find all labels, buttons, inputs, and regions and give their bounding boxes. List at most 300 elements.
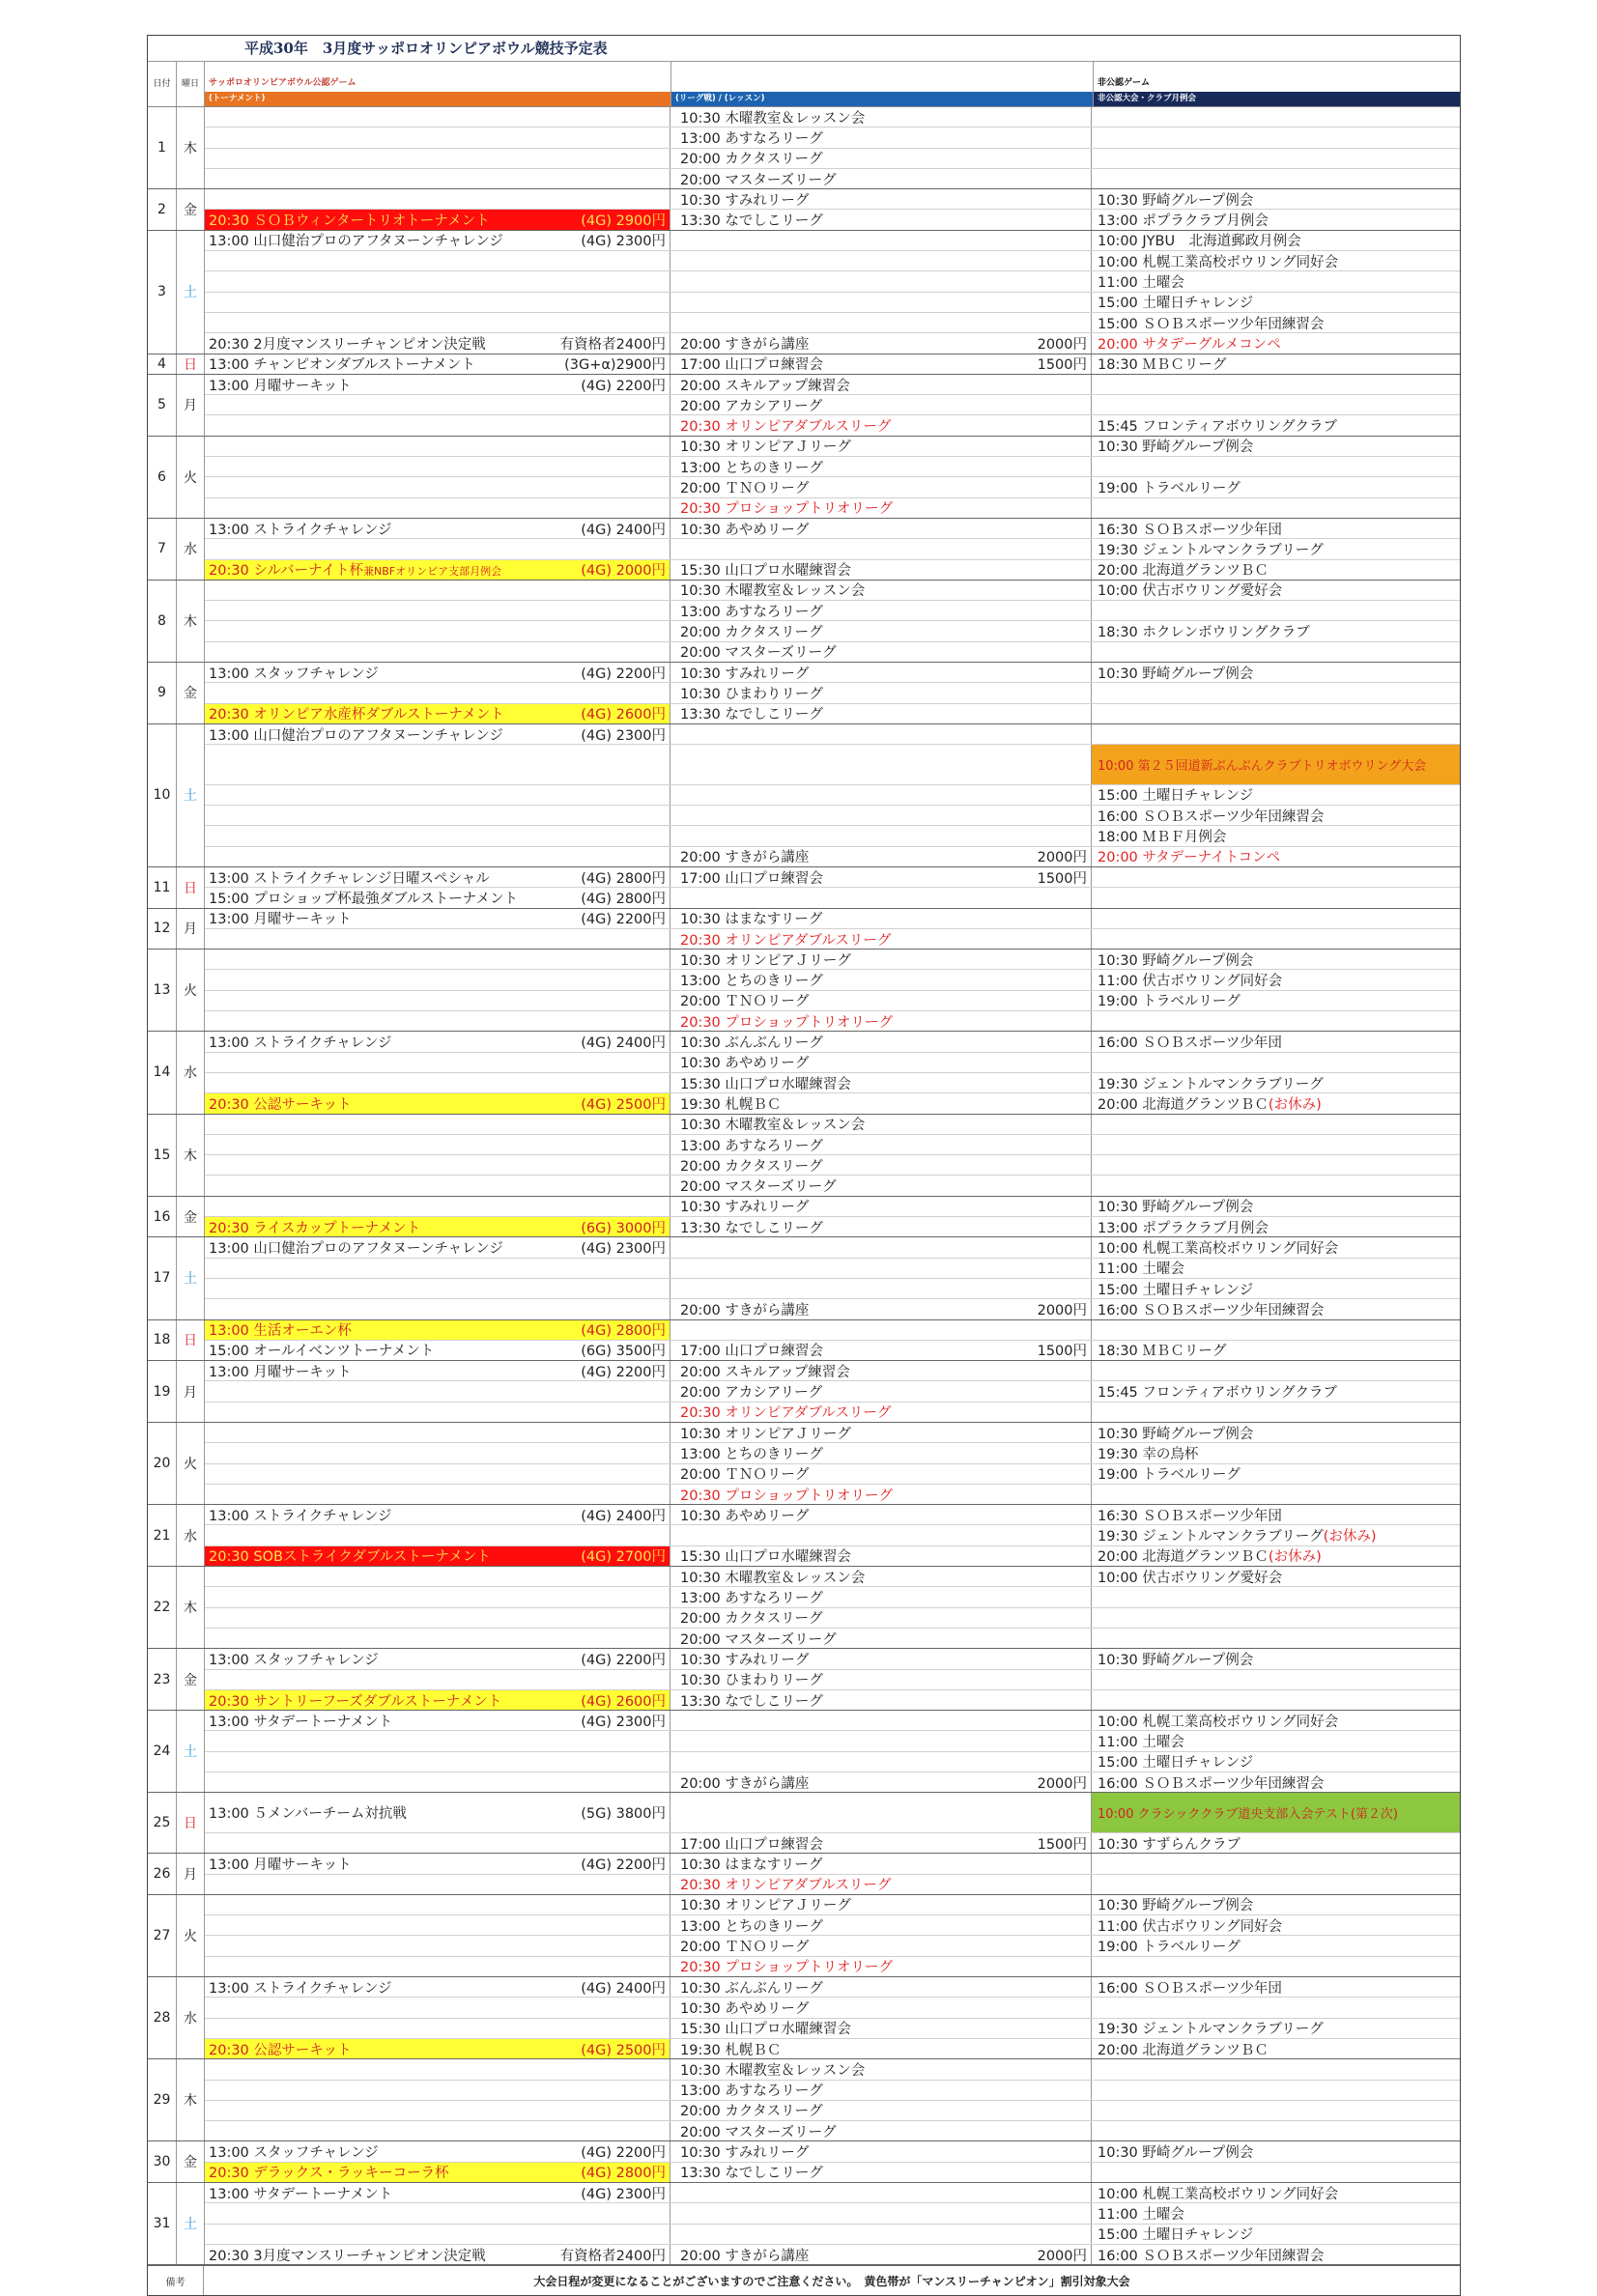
tournament-cell	[205, 1299, 670, 1318]
club-cell	[1092, 210, 1460, 229]
club-event: 20:00 北海道グランツＢＣ	[1098, 563, 1269, 580]
club-cell	[1092, 313, 1460, 332]
league-name: 10:30 オリンピアＪリーグ	[680, 1898, 851, 1914]
day-block	[148, 354, 1460, 375]
league-cell	[670, 189, 1092, 209]
league-name: 10:30 すみれリーグ	[680, 192, 810, 209]
tournament-cell	[205, 1464, 670, 1484]
tournament-cell	[205, 663, 670, 682]
table-row	[205, 1259, 1460, 1279]
club-cell	[1092, 1320, 1460, 1340]
table-row	[205, 107, 1460, 128]
day-rows	[205, 1237, 1460, 1318]
club-event: 16:00 ＳＯＢスポーツ少年団練習会	[1098, 1302, 1325, 1318]
league-name: 10:30 オリンピアＪリーグ	[680, 952, 851, 969]
day-block	[148, 1895, 1460, 1977]
league-cell	[670, 1299, 1092, 1318]
table-footer	[148, 2265, 1460, 2295]
league-name: 20:00 アカシアリーグ	[680, 1385, 823, 1402]
tournament-cell	[205, 2081, 670, 2100]
club-cell	[1092, 1093, 1460, 1113]
league-cell	[670, 231, 1092, 250]
tournament-cell	[205, 457, 670, 476]
club-event: 11:00 土曜会	[1098, 1735, 1184, 1751]
day-block	[148, 437, 1460, 519]
league-cell	[670, 1135, 1092, 1154]
weekday: 水	[177, 519, 205, 580]
club-cell	[1092, 1833, 1460, 1853]
club-status: (お休み)	[1323, 1529, 1377, 1545]
day-number: 21	[148, 1505, 177, 1566]
day-rows	[205, 1711, 1460, 1792]
league-cell	[670, 1320, 1092, 1340]
club-event: 19:00 トラベルリーグ	[1098, 994, 1241, 1010]
tournament-name: 13:00 月曜サーキット	[209, 378, 352, 394]
page-title: 平成30年 3月度サッポロオリンピアボウル競技予定表	[148, 36, 1460, 62]
tournament-name: 13:00 山口健治プロのアフタヌーンチャレンジ	[209, 727, 503, 744]
league-name: 20:00 すきがら講座	[680, 850, 810, 866]
tournament-cell	[205, 1772, 670, 1792]
club-cell	[1092, 2039, 1460, 2058]
club-cell	[1092, 2121, 1460, 2140]
tournament-cell	[205, 724, 670, 744]
club-cell	[1092, 2019, 1460, 2038]
table-row	[205, 929, 1460, 949]
tournament-cell	[205, 2203, 670, 2223]
league-cell	[670, 621, 1092, 640]
club-cell	[1092, 1854, 1460, 1873]
club-event: 15:00 土曜日チャレンジ	[1098, 1282, 1254, 1298]
weekday: 木	[177, 1567, 205, 1648]
day-number: 11	[148, 867, 177, 908]
club-event: 10:30 すずらんクラブ	[1098, 1836, 1241, 1853]
header-col-official	[205, 62, 671, 106]
club-cell	[1092, 929, 1460, 949]
league-name: 13:00 とちのきリーグ	[680, 1918, 823, 1935]
day-number: 28	[148, 1977, 177, 2058]
league-name: 20:00 マスターズリーグ	[680, 1631, 837, 1648]
table-row	[205, 560, 1460, 580]
tournament-cell	[205, 1423, 670, 1442]
club-event: 16:00 ＳＯＢスポーツ少年団練習会	[1098, 2248, 1325, 2264]
league-cell	[670, 1073, 1092, 1092]
day-rows	[205, 107, 1460, 188]
league-cell	[670, 1875, 1092, 1894]
league-name: 20:00 すきがら講座	[680, 1775, 810, 1792]
club-cell	[1092, 2141, 1460, 2161]
weekday: 木	[177, 107, 205, 188]
header-club-bar: 非公認大会・クラブ月例会	[1094, 92, 1460, 106]
club-event: 16:30 ＳＯＢスポーツ少年団	[1098, 522, 1282, 538]
tournament-name: 20:30 オリンピア水産杯ダブルストーナメント	[209, 707, 504, 723]
tournament-cell	[205, 1854, 670, 1873]
day-number: 18	[148, 1320, 177, 1361]
table-row	[205, 1361, 1460, 1381]
league-cell	[670, 2203, 1092, 2223]
day-rows	[205, 1895, 1460, 1976]
day-rows	[205, 1854, 1460, 1894]
day-number: 13	[148, 950, 177, 1031]
day-number: 30	[148, 2141, 177, 2182]
club-cell	[1092, 2101, 1460, 2120]
table-row	[205, 2121, 1460, 2140]
club-cell	[1092, 1525, 1460, 1545]
club-cell	[1092, 806, 1460, 825]
club-cell	[1092, 1032, 1460, 1051]
league-name: 20:30 オリンピアダブルスリーグ	[680, 1878, 892, 1894]
club-event: 19:00 トラベルリーグ	[1098, 481, 1241, 496]
tournament-name: 13:00 スタッフチャレンジ	[209, 2145, 379, 2162]
club-event: 15:45 フロンティアボウリングクラブ	[1098, 419, 1337, 436]
league-cell	[670, 1629, 1092, 1648]
table-row	[205, 1485, 1460, 1504]
club-event: 19:00 トラベルリーグ	[1098, 1467, 1241, 1484]
table-row	[205, 826, 1460, 846]
table-row	[205, 2059, 1460, 2080]
day-number: 20	[148, 1423, 177, 1504]
league-cell	[670, 437, 1092, 456]
day-number: 9	[148, 663, 177, 723]
tournament-cell	[205, 1998, 670, 2017]
tournament-fee: (4G) 2800円	[581, 1323, 666, 1340]
league-cell	[670, 149, 1092, 168]
club-cell	[1092, 293, 1460, 312]
table-row	[205, 2225, 1460, 2245]
league-cell	[670, 581, 1092, 600]
league-name: 13:00 とちのきリーグ	[680, 460, 823, 476]
tournament-cell	[205, 1957, 670, 1976]
club-event: 10:30 野崎グループ例会	[1098, 1426, 1254, 1442]
league-cell	[670, 950, 1092, 969]
league-cell	[670, 1608, 1092, 1628]
club-cell	[1092, 1464, 1460, 1484]
league-cell	[670, 2245, 1092, 2264]
table-row	[205, 950, 1460, 970]
tournament-cell	[205, 1115, 670, 1134]
weekday: 月	[177, 909, 205, 950]
day-number: 2	[148, 189, 177, 230]
day-number: 29	[148, 2059, 177, 2140]
league-name: 10:30 ぶんぶんリーグ	[680, 1980, 823, 1997]
club-cell	[1092, 1567, 1460, 1586]
table-row	[205, 1505, 1460, 1525]
tournament-cell	[205, 950, 670, 969]
league-name: 20:30 オリンピアダブルスリーグ	[680, 932, 892, 949]
table-row	[205, 1875, 1460, 1894]
tournament-fee: (4G) 2200円	[581, 666, 666, 682]
tournament-name: 13:00 スタッフチャレンジ	[209, 666, 379, 682]
tournament-fee: (4G) 2200円	[581, 1364, 666, 1380]
league-name: 10:30 あやめリーグ	[680, 522, 810, 538]
club-event: 18:30 ＭＢＣリーグ	[1098, 1344, 1227, 1360]
table-row	[205, 1998, 1460, 2018]
club-cell	[1092, 271, 1460, 291]
tournament-fee: (4G) 2800円	[581, 2166, 666, 2182]
league-name: 10:30 はまなすリーグ	[680, 912, 823, 928]
league-cell	[670, 1587, 1092, 1606]
club-cell	[1092, 1957, 1460, 1976]
tournament-name: 13:00 月曜サーキット	[209, 1857, 352, 1873]
club-status: (お休み)	[1268, 1096, 1322, 1113]
day-block	[148, 1361, 1460, 1423]
league-fee: 2000円	[1037, 2248, 1087, 2264]
league-cell	[670, 2163, 1092, 2182]
table-row	[205, 642, 1460, 662]
league-cell	[670, 929, 1092, 949]
day-number: 27	[148, 1895, 177, 1976]
league-name: 10:30 すみれリーグ	[680, 2145, 810, 2162]
tournament-fee: (4G) 2000円	[581, 563, 666, 580]
league-cell	[670, 1793, 1092, 1832]
tournament-fee: 有資格者2400円	[559, 2248, 666, 2264]
tournament-cell	[205, 1670, 670, 1689]
club-event: 20:00 北海道グランツＢＣ	[1098, 1549, 1269, 1566]
tournament-fee: (4G) 2700円	[581, 1549, 666, 1566]
day-rows	[205, 950, 1460, 1031]
tournament-cell	[205, 519, 670, 538]
league-cell	[670, 1854, 1092, 1873]
league-name: 10:30 オリンピアＪリーグ	[680, 439, 851, 456]
tournament-fee: (4G) 2200円	[581, 912, 666, 928]
club-cell	[1092, 1690, 1460, 1710]
tournament-cell	[205, 107, 670, 127]
weekday: 日	[177, 867, 205, 908]
league-name: 20:30 プロショップトリオリーグ	[680, 1488, 893, 1504]
tournament-cell	[205, 1443, 670, 1462]
weekday: 月	[177, 1854, 205, 1894]
club-cell	[1092, 1011, 1460, 1031]
tournament-cell	[205, 415, 670, 435]
league-cell	[670, 1731, 1092, 1750]
tournament-cell	[205, 477, 670, 496]
club-cell	[1092, 519, 1460, 538]
club-cell	[1092, 581, 1460, 600]
league-cell	[670, 745, 1092, 784]
tournament-name: 13:00 サタデートーナメント	[209, 2186, 393, 2202]
tournament-name: 20:30 ＳＯＢウィンタートリオトーナメント	[209, 213, 490, 230]
club-event: 10:30 野崎グループ例会	[1098, 439, 1254, 456]
club-cell	[1092, 107, 1460, 127]
league-cell	[670, 888, 1092, 907]
table-row	[205, 1403, 1460, 1422]
club-event: 10:00 札幌工業高校ボウリング同好会	[1098, 1714, 1339, 1730]
league-name: 15:30 山口プロ水曜練習会	[680, 1549, 851, 1566]
club-event: 19:30 ジェントルマンクラブリーグ	[1098, 2022, 1324, 2038]
league-cell	[670, 2121, 1092, 2140]
club-cell	[1092, 1381, 1460, 1401]
club-event: 10:30 野崎グループ例会	[1098, 1652, 1254, 1668]
league-name: 13:00 あすなろリーグ	[680, 2083, 823, 2100]
league-fee: 1500円	[1037, 357, 1087, 374]
league-cell	[670, 1011, 1092, 1031]
table-row	[205, 867, 1460, 888]
club-cell	[1092, 1793, 1460, 1832]
league-cell	[670, 1197, 1092, 1216]
table-row	[205, 1793, 1460, 1833]
day-block	[148, 724, 1460, 867]
weekday: 金	[177, 189, 205, 230]
day-rows	[205, 1197, 1460, 1237]
tournament-cell	[205, 210, 670, 229]
weekday: 土	[177, 724, 205, 866]
tournament-name: 13:00 月曜サーキット	[209, 1364, 352, 1380]
header-league-bar: (リーグ戦) / (レッスン)	[671, 92, 1093, 106]
table-row	[205, 2183, 1460, 2203]
table-row	[205, 1011, 1460, 1031]
weekday: 日	[177, 1320, 205, 1361]
club-event: 18:30 ホクレンボウリングクラブ	[1098, 625, 1310, 641]
tournament-fee: (4G) 2900円	[581, 213, 666, 230]
club-cell	[1092, 1936, 1460, 1955]
tournament-cell	[205, 970, 670, 989]
tournament-cell	[205, 1485, 670, 1504]
day-rows	[205, 189, 1460, 230]
table-row	[205, 1237, 1460, 1258]
club-status: (お休み)	[1268, 1549, 1322, 1566]
league-name: 13:00 あすなろリーグ	[680, 1138, 823, 1154]
club-cell	[1092, 745, 1460, 784]
league-cell	[670, 313, 1092, 332]
day-rows	[205, 1320, 1460, 1361]
league-cell	[670, 293, 1092, 312]
league-name: 10:30 あやめリーグ	[680, 2000, 810, 2017]
league-fee: 2000円	[1037, 850, 1087, 866]
club-event: 10:30 野崎グループ例会	[1098, 1898, 1254, 1914]
league-name: 10:30 木曜教室＆レッスン会	[680, 110, 866, 127]
tournament-fee: (4G) 2200円	[581, 2145, 666, 2162]
league-cell	[670, 642, 1092, 662]
day-block	[148, 1977, 1460, 2059]
club-cell	[1092, 867, 1460, 887]
tournament-name: 20:30 サントリーフーズダブルストーナメント	[209, 1693, 502, 1710]
tournament-cell	[205, 1279, 670, 1298]
tournament-fee: (4G) 2400円	[581, 1980, 666, 1997]
club-event: 20:00 北海道グランツＢＣ	[1098, 1096, 1269, 1113]
table-row	[205, 333, 1460, 353]
day-rows	[205, 1649, 1460, 1710]
league-cell	[670, 724, 1092, 744]
club-cell	[1092, 1217, 1460, 1236]
tournament-cell	[205, 1525, 670, 1545]
weekday: 土	[177, 231, 205, 354]
league-cell	[670, 1485, 1092, 1504]
club-cell	[1092, 1197, 1460, 1216]
header-official-title: サッポロオリンピアボウル公認ゲーム	[209, 78, 356, 88]
tournament-cell	[205, 1505, 670, 1524]
tournament-cell	[205, 1833, 670, 1853]
league-name: 10:30 あやめリーグ	[680, 1056, 810, 1072]
day-block	[148, 1115, 1460, 1197]
day-block	[148, 189, 1460, 231]
club-cell	[1092, 1259, 1460, 1278]
tournament-fee: (4G) 2500円	[581, 2042, 666, 2058]
header-unofficial-title: 非公認ゲーム	[1098, 78, 1151, 88]
club-event: 11:00 土曜会	[1098, 275, 1184, 292]
league-cell	[670, 1053, 1092, 1072]
league-cell	[670, 2141, 1092, 2161]
tournament-cell	[205, 539, 670, 558]
club-event: 19:30 ジェントルマンクラブリーグ	[1098, 1076, 1324, 1092]
tournament-fee: 有資格者2400円	[559, 336, 666, 353]
league-cell	[670, 1443, 1092, 1462]
league-cell	[670, 2225, 1092, 2244]
league-cell	[670, 210, 1092, 229]
table-row	[205, 1217, 1460, 1236]
league-name: 20:00 カクタスリーグ	[680, 1611, 823, 1628]
table-row	[205, 169, 1460, 188]
league-cell	[670, 1567, 1092, 1586]
day-rows	[205, 519, 1460, 580]
league-cell	[670, 1259, 1092, 1278]
club-cell	[1092, 1155, 1460, 1175]
tournament-fee: (3G+α)2900円	[564, 357, 666, 374]
club-cell	[1092, 621, 1460, 640]
club-event: 10:30 野崎グループ例会	[1098, 192, 1254, 209]
league-name: 20:00 すきがら講座	[680, 336, 810, 353]
league-name: 13:00 あすなろリーグ	[680, 604, 823, 620]
club-cell	[1092, 663, 1460, 682]
club-event: 19:30 幸の鳥杯	[1098, 1446, 1199, 1462]
league-cell	[670, 333, 1092, 353]
tournament-cell	[205, 2141, 670, 2161]
day-block	[148, 909, 1460, 950]
day-rows	[205, 1793, 1460, 1853]
tournament-fee: (4G) 2800円	[581, 891, 666, 907]
club-cell	[1092, 724, 1460, 744]
league-cell	[670, 663, 1092, 682]
league-cell	[670, 2019, 1092, 2038]
table-row	[205, 539, 1460, 559]
club-event: 10:00 第２５回道新ぶんぶんクラブトリオボウリング大会	[1098, 759, 1427, 774]
day-rows	[205, 231, 1460, 354]
tournament-cell	[205, 1895, 670, 1914]
table-row	[205, 128, 1460, 148]
club-cell	[1092, 457, 1460, 476]
day-block	[148, 950, 1460, 1032]
tournament-cell	[205, 231, 670, 250]
weekday: 金	[177, 663, 205, 723]
tournament-fee: (4G) 2300円	[581, 727, 666, 744]
tournament-cell	[205, 1217, 670, 1236]
weekday: 土	[177, 1237, 205, 1318]
weekday: 火	[177, 437, 205, 518]
day-rows	[205, 1505, 1460, 1566]
league-cell	[670, 1093, 1092, 1113]
table-row	[205, 909, 1460, 929]
day-block	[148, 1711, 1460, 1793]
club-event: 19:30 ジェントルマンクラブリーグ	[1098, 542, 1324, 558]
table-row	[205, 1608, 1460, 1629]
tournament-cell	[205, 601, 670, 620]
league-name: 10:30 木曜教室＆レッスン会	[680, 1118, 866, 1134]
table-row	[205, 991, 1460, 1011]
table-row	[205, 2039, 1460, 2058]
table-row	[205, 1957, 1460, 1976]
club-event: 20:00 サタデーグルメコンペ	[1098, 336, 1281, 353]
tournament-fee: (4G) 2600円	[581, 707, 666, 723]
league-cell	[670, 1505, 1092, 1524]
tournament-cell	[205, 1197, 670, 1216]
day-number: 22	[148, 1567, 177, 1648]
table-row	[205, 2245, 1460, 2264]
table-row	[205, 1752, 1460, 1772]
day-rows	[205, 867, 1460, 908]
table-row	[205, 785, 1460, 806]
day-number: 26	[148, 1854, 177, 1894]
club-event: 19:30 ジェントルマンクラブリーグ	[1098, 1529, 1324, 1545]
tournament-cell	[205, 1977, 670, 1997]
club-event: 10:30 野崎グループ例会	[1098, 2145, 1254, 2162]
